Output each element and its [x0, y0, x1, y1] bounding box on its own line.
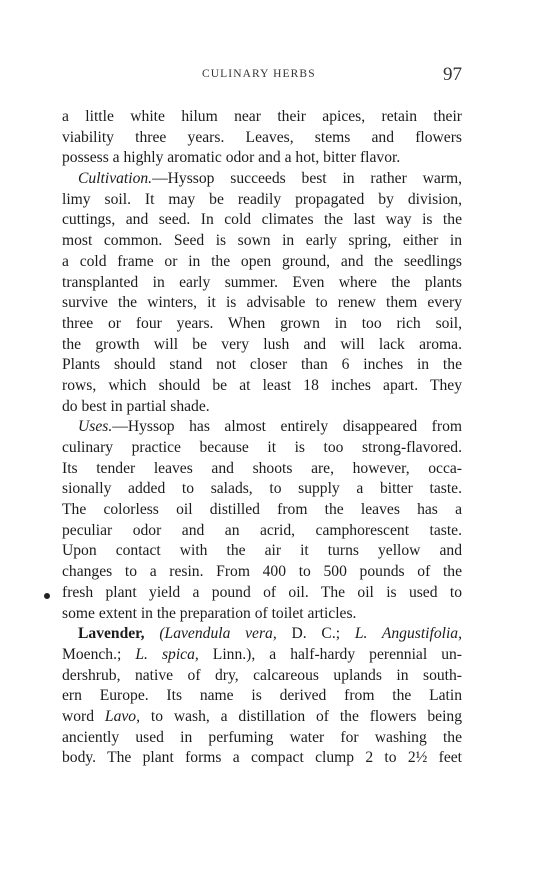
page-header: [62, 64, 462, 90]
text-line: viability three years. Leaves, stems and flowers: [62, 128, 462, 146]
text-line: Plants should stand not closer than 6 inches in the: [62, 356, 462, 374]
text-line: anciently used in perfuming water for washing the: [62, 728, 462, 746]
text-line: the growth will be very lush and will lack aroma.: [62, 335, 462, 353]
text-line: some extent in the preparation of toilet articles.: [62, 604, 357, 622]
text-line: fresh plant yield a pound of oil. The oil is used to: [62, 583, 462, 601]
text-line: sionally added to salads, to supply a bitter taste.: [62, 480, 462, 498]
text-line: The colorless oil distilled from the leaves has a: [62, 501, 462, 519]
cultivation-line: Cultivation.—Hyssop succeeds best in rather warm,: [78, 170, 462, 188]
cultivation-heading: Cultivation.: [78, 170, 153, 188]
lavender-line: Lavender, (Lavendula vera, D. C.; L. Angustifolia,: [78, 625, 463, 643]
text-line: body. The plant forms a compact clump 2 to 2½ feet: [62, 749, 462, 767]
text-line: ern Europe. Its name is derived from the Latin: [62, 687, 462, 705]
text-line: Moench.; L. spica, Linn.), a half-hardy perennial un-: [62, 645, 462, 663]
text-line: possess a highly aromatic odor and a hot, bitter flavor.: [62, 149, 401, 167]
text-line: limy soil. It may be readily propagated by division,: [62, 190, 462, 208]
text-line: Upon contact with the air it turns yellow and: [62, 542, 462, 560]
text-line: Its tender leaves and shoots are, however, occa-: [62, 459, 462, 477]
text-line: three or four years. When grown in too rich soil,: [62, 314, 462, 332]
body-text: [62, 107, 462, 769]
margin-dot-mark: [44, 593, 50, 599]
text-line: survive the winters, it is advisable to renew them every: [62, 294, 462, 312]
text-line: rows, which should be at least 18 inches apart. They: [62, 376, 462, 394]
text-line: transplanted in early summer. Even where the plants: [62, 273, 462, 291]
text-line: a cold frame or in the open ground, and the seedlings: [62, 252, 462, 270]
text-line: dershrub, native of dry, calcareous uplands in south-: [62, 666, 462, 684]
uses-heading: Uses.: [78, 418, 113, 436]
lavender-heading: Lavender,: [78, 625, 160, 643]
text-line: changes to a resin. From 400 to 500 pounds of the: [62, 563, 462, 581]
text-line: a little white hilum near their apices, retain their: [62, 108, 462, 125]
text-line: culinary practice because it is too strong-flavored.: [62, 439, 462, 456]
text-line: peculiar odor and an acrid, camphorescent taste.: [62, 521, 462, 539]
text-line: word Lavo, to wash, a distillation of the flowers being: [62, 707, 462, 725]
page-number: 97: [443, 64, 462, 85]
text-line: most common. Seed is sown in early spring, either in: [62, 232, 462, 250]
uses-line: Uses.—Hyssop has almost entirely disappeared from: [78, 418, 462, 436]
running-head: CULINARY HERBS: [202, 68, 316, 80]
text-line: cuttings, and seed. In cold climates the last way is the: [62, 211, 462, 229]
text-line: do best in partial shade.: [62, 397, 210, 415]
